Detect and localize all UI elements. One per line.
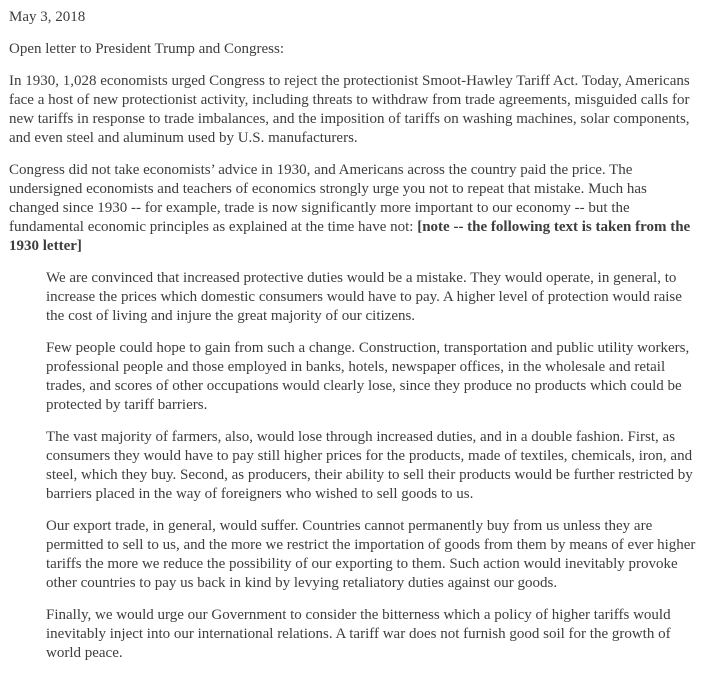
quoted-paragraph-2: Few people could hope to gain from such a change. Construction, transportation and public utility workers, professional people and those employed in banks, hotels, newspaper offices, in the wholesale and retail trades, and scores of other occupations would clearly lose, since they produce no products which could be protected by tariff barriers. <box>46 340 690 413</box>
salutation-line: Open letter to President Trump and Congress: <box>9 41 284 57</box>
quoted-paragraph-5: Finally, we would urge our Government to consider the bitterness which a policy of higher tariffs would inevitably inject into our international relations. A tariff war does not furnish good soil for the growth of world peace. <box>46 607 671 661</box>
quoted-paragraph-3: The vast majority of farmers, also, would lose through increased duties, and in a double fashion. First, as consumers they would have to pay still higher prices for the products, made of textiles, chemicals, iron, and steel, which they buy. Second, as producers, their ability to sell their products would be further restricted by barriers placed in the way of foreigners who wished to sell goods to us. <box>46 429 693 502</box>
editor-note-bold: [note -- the following text is taken from the 1930 letter] <box>9 219 691 254</box>
quoted-paragraph-4: Our export trade, in general, would suffer. Countries cannot permanently buy from us unless they are permitted to sell to us, and the more we restrict the importation of goods from them by means of ever higher tariffs the more we reduce the possibility of our exporting to them. Such action would inevitably provoke other countries to pay us back in kind by levying retaliatory duties against our goods. <box>46 518 696 591</box>
intro-paragraph: In 1930, 1,028 economists urged Congress to reject the protectionist Smoot-Hawley Tariff Act. Today, Americans face a host of new protectionist activity, including threats to withdraw from trade agreements, misguided calls for new tariffs in response to trade imbalances, and the imposition of tariffs on washing machines, solar components, and even steel and aluminum used by U.S. manufacturers. <box>9 73 690 146</box>
quoted-paragraph-1: We are convinced that increased protective duties would be a mistake. They would operate, in general, to increase the prices which domestic consumers would have to pay. A higher level of protection would raise the cost of living and injure the great majority of our citizens. <box>46 270 682 324</box>
quoted-1930-letter-block <box>9 269 696 663</box>
date-line: May 3, 2018 <box>9 9 86 25</box>
second-paragraph <box>9 161 696 256</box>
second-paragraph-text: Congress did not take economists’ advice in 1930, and Americans across the country paid the price. The undersigned economists and teachers of economics strongly urge you not to repeat that mistake. Much has changed since 1930 -- for example, trade is now significantly more important to our economy -- but the fundamental economic principles as explained at the time have not: <box>9 162 647 235</box>
